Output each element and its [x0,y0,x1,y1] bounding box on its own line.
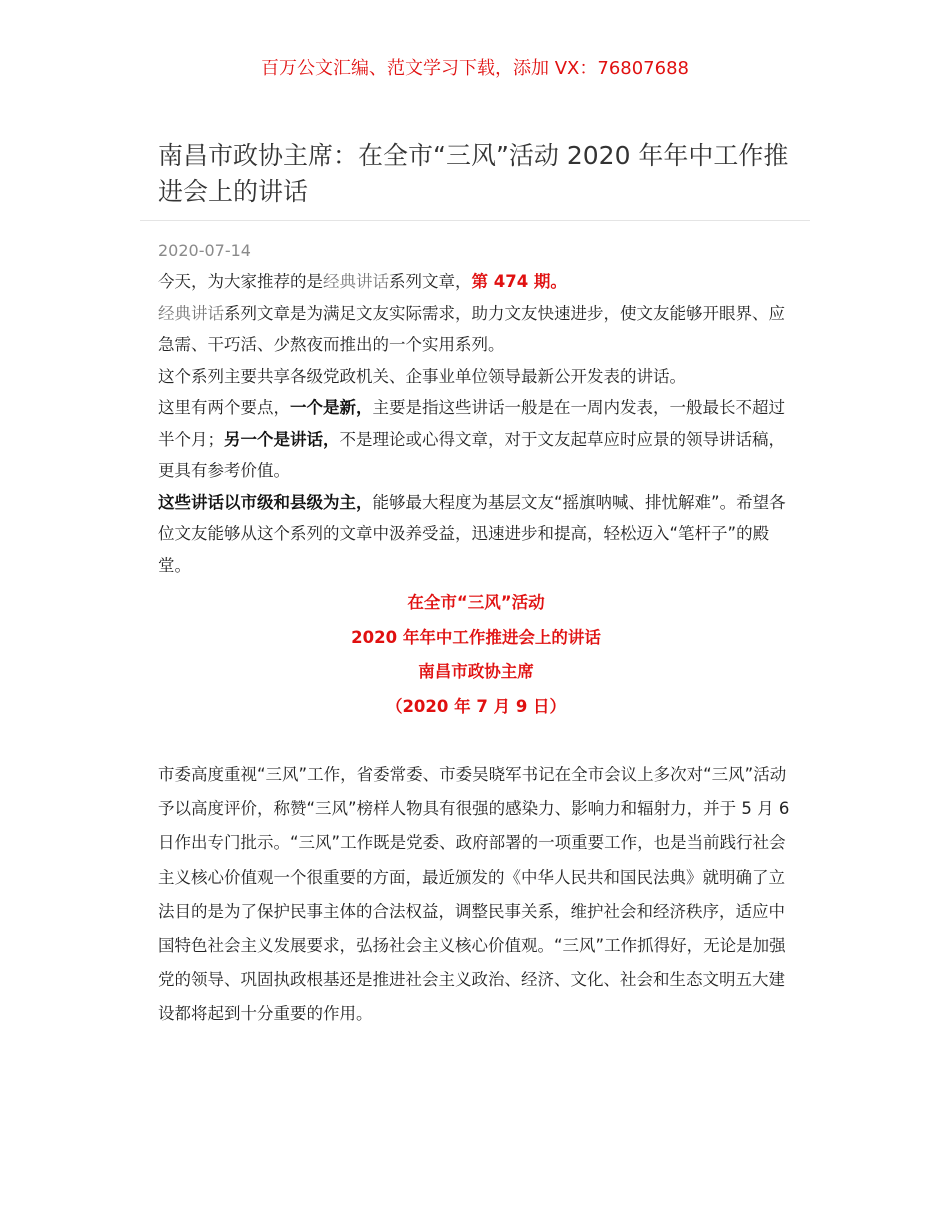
intro-section [158,266,794,581]
intro-paragraph-4 [158,392,794,487]
intro-text: 系列文章是为满足文友实际需求，助力文友快速进步，使文友能够开眼界、应急需、干巧活、少熬夜而推出的一个实用系列。 [158,303,785,354]
intro-text: 系列文章， [389,272,472,291]
intro-text: 能够最大程度为基层文友“摇旗呐喊、排忧解难”。希望各位文友能够从这个系列的文章中汲养受益，迅速进步和提高，轻松迈入“笔杆子”的殿堂。 [158,492,786,575]
speech-heading [158,586,794,724]
intro-paragraph-1 [158,266,794,298]
series-name: 经典讲话 [323,272,389,291]
intro-paragraph-5 [158,487,794,582]
speech-date: （2020 年 7 月 9 日） [385,696,567,716]
key-point-1: 一个是新， [290,398,373,417]
speech-body-paragraph: 市委高度重视“三风”工作，省委常委、市委吴晓军书记在全市会议上多次对“三风”活动予以高度评价，称赞“三风”榜样人物具有很强的感染力、影响力和辐射力，并于 5 月 6 日作出专门批示。“三风”工作既是党委、政府部署的一项重要工作，也是当前践行社会主义核心价值观一个很重要的方面，最近颁发的《中华人民共和国民法典》就明确了立法目的是为了保护民事主体的合法权益，调整民事关系，维护社会和经济秩序，适应中国特色社会主义发展要求，弘扬社会主义核心价值观。“三风”工作抓得好，无论是加强党的领导、巩固执政根基还是推进社会主义政治、经济、文化、社会和生态文明五大建设都将起到十分重要的作用。 [158,765,790,1024]
series-name: 经典讲话 [158,303,224,323]
promo-banner: 百万公文汇编、范文学习下载，添加 VX：76807688 [261,58,689,79]
intro-text: 这里有两个要点， [158,398,290,417]
intro-text: 不是理论或心得文章，对于文友起草应时应景的领导讲话稿，更具有参考价值。 [158,429,785,480]
speech-speaker: 南昌市政协主席 [418,662,534,681]
issue-number: 第 474 期。 [471,272,567,291]
intro-text: 今天，为大家推荐的是 [158,272,323,291]
key-point-3: 这些讲话以市级和县级为主， [158,492,373,512]
speech-title-line-2: 2020 年年中工作推进会上的讲话 [351,627,601,647]
intro-paragraph-2 [158,298,794,361]
publish-date: 2020-07-14 [158,241,251,260]
intro-text: 主要是指这些讲话一般是在一周内发表，一般最长不超过半个月； [158,398,785,449]
article-title: 南昌市政协主席：在全市“三风”活动 2020 年年中工作推进会上的讲话 [158,141,789,206]
speech-title-line-1: 在全市“三风”活动 [407,593,545,612]
title-divider [140,220,810,221]
key-point-2: 另一个是讲话， [224,429,340,449]
intro-paragraph-3: 这个系列主要共享各级党政机关、企事业单位领导最新公开发表的讲话。 [158,366,686,386]
